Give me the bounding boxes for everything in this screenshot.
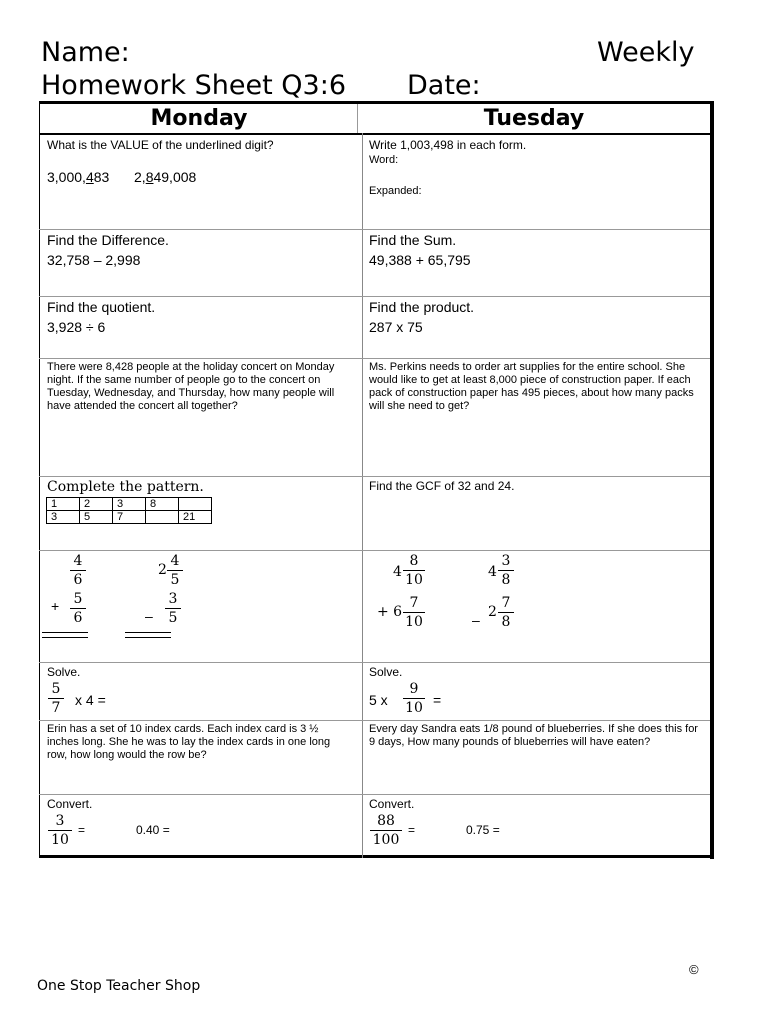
tue-q6-plus-six: + 6 [377, 604, 403, 620]
mon-q8-word-problem: Erin has a set of 10 index cards. Each index card is 3 ½ inches long. She he was to lay the index cards in one long row, how long would the row be? [47, 723, 331, 761]
tue-q6-fraction-d: 7 8 [498, 594, 514, 631]
mon-q4-word-problem: There were 8,428 people at the holiday concert on Monday night. If the same number of people go to the concert on Tuesday, Wednesday, and Thursday, how many people will have attended the concert all together? [47, 361, 335, 412]
pattern-cell: 5 [80, 511, 113, 524]
tue-q7-lead: 5 x [369, 692, 388, 708]
mon-q7-prompt: Solve. [47, 665, 81, 679]
mon-q6-plus: + [51, 598, 60, 614]
copyright-symbol: © [689, 962, 699, 977]
tue-q5-prompt: Find the GCF of 32 and 24. [369, 479, 515, 493]
tue-q6-whole-c: 4 [488, 564, 497, 580]
tue-q9-fraction: 88 100 [370, 812, 402, 849]
mon-q6-minus: – [145, 608, 153, 624]
tue-q8-word-problem: Every day Sandra eats 1/8 pound of blueberries. If she does this for 9 days, How many pounds of blueberries will have eaten? [369, 723, 698, 748]
tue-q7-prompt: Solve. [369, 665, 403, 679]
tue-q3-expression: 287 x 75 [369, 319, 423, 335]
mon-q6-fraction-c: 4 5 [167, 552, 183, 589]
tue-q1-word-label: Word: [369, 154, 399, 166]
mon-q6-fraction-b: 5 6 [70, 590, 86, 627]
mon-q7-expression: x 4 = [75, 692, 106, 708]
tue-q2-expression: 49,388 + 65,795 [369, 252, 471, 268]
tue-q3-prompt: Find the product. [369, 299, 475, 315]
row-divider [39, 358, 710, 359]
mon-q3-prompt: Find the quotient. [47, 299, 156, 315]
date-label: Date: [407, 70, 481, 101]
mon-q9-decimal: 0.40 = [136, 823, 170, 837]
name-label: Name: [41, 37, 130, 68]
tue-q9-prompt: Convert. [369, 797, 415, 811]
mon-q2-prompt: Find the Difference. [47, 232, 169, 248]
tuesday-heading: Tuesday [483, 106, 585, 131]
mon-q2-expression: 32,758 – 2,998 [47, 252, 141, 268]
answer-line [42, 632, 88, 638]
mon-q9-fraction: 3 10 [48, 812, 72, 849]
tue-q6-whole-a: 4 [393, 564, 402, 580]
tue-q6-whole-d: 2 [488, 604, 497, 620]
pattern-cell [146, 511, 179, 524]
row-divider [39, 720, 710, 721]
row-divider [39, 662, 710, 663]
tue-q9-decimal: 0.75 = [466, 823, 500, 837]
pattern-cell: 1 [47, 498, 80, 511]
mon-q6-fraction-a: 4 6 [70, 552, 86, 589]
weekly-label: Weekly [597, 37, 695, 68]
column-divider [362, 133, 363, 858]
monday-heading: Monday [150, 106, 248, 131]
mon-q1-prompt: What is the VALUE of the underlined digit? [47, 138, 274, 152]
sheet-title: Homework Sheet Q3:6 [41, 70, 347, 101]
tue-q4-word-problem: Ms. Perkins needs to order art supplies for the entire school. She would like to get at least 8,000 piece of construction paper. If each pack of construction paper has 495 pieces, about how many packs will she need to get? [369, 361, 694, 412]
mon-q1-number-2: 2,849,008 [134, 169, 197, 185]
mon-q7-fraction: 5 7 [48, 680, 64, 717]
pattern-cell: 21 [179, 511, 212, 524]
mon-q6-fraction-d: 3 5 [165, 590, 181, 627]
row-divider [39, 476, 710, 477]
pattern-cell: 7 [113, 511, 146, 524]
pattern-cell: 8 [146, 498, 179, 511]
heading-rule [39, 133, 710, 135]
mon-q6-whole-c: 2 [158, 562, 167, 578]
tue-q1-expanded-label: Expanded: [369, 185, 422, 197]
tue-q1-prompt: Write 1,003,498 in each form. [369, 138, 527, 152]
tue-q2-prompt: Find the Sum. [369, 232, 457, 248]
mon-q9-equals: = [78, 823, 86, 837]
row-divider [39, 794, 710, 795]
footer-shop-name: One Stop Teacher Shop [37, 978, 201, 994]
tue-q6-minus: – [472, 612, 480, 628]
row-divider [39, 296, 710, 297]
pattern-table [46, 497, 212, 524]
tue-q6-fraction-c: 3 8 [498, 552, 514, 589]
tue-q7-equals: = [433, 692, 442, 708]
mon-q3-expression: 3,928 ÷ 6 [47, 319, 106, 335]
row-divider [39, 229, 710, 230]
tue-q6-fraction-b: 7 10 [403, 594, 425, 631]
tue-q9-equals: = [408, 823, 416, 837]
mon-q1-number-1: 3,000,483 [47, 169, 110, 185]
mon-q9-prompt: Convert. [47, 797, 93, 811]
grid-shadow-right [710, 101, 714, 859]
grid-shadow-bottom [39, 855, 714, 858]
tue-q7-fraction: 9 10 [403, 680, 425, 717]
pattern-cell: 3 [47, 511, 80, 524]
pattern-cell: 3 [113, 498, 146, 511]
tue-q6-fraction-a: 8 10 [403, 552, 425, 589]
mon-q5-prompt: Complete the pattern. [47, 479, 204, 495]
row-divider [39, 550, 710, 551]
answer-line [125, 632, 171, 638]
pattern-cell: 2 [80, 498, 113, 511]
pattern-cell [179, 498, 212, 511]
